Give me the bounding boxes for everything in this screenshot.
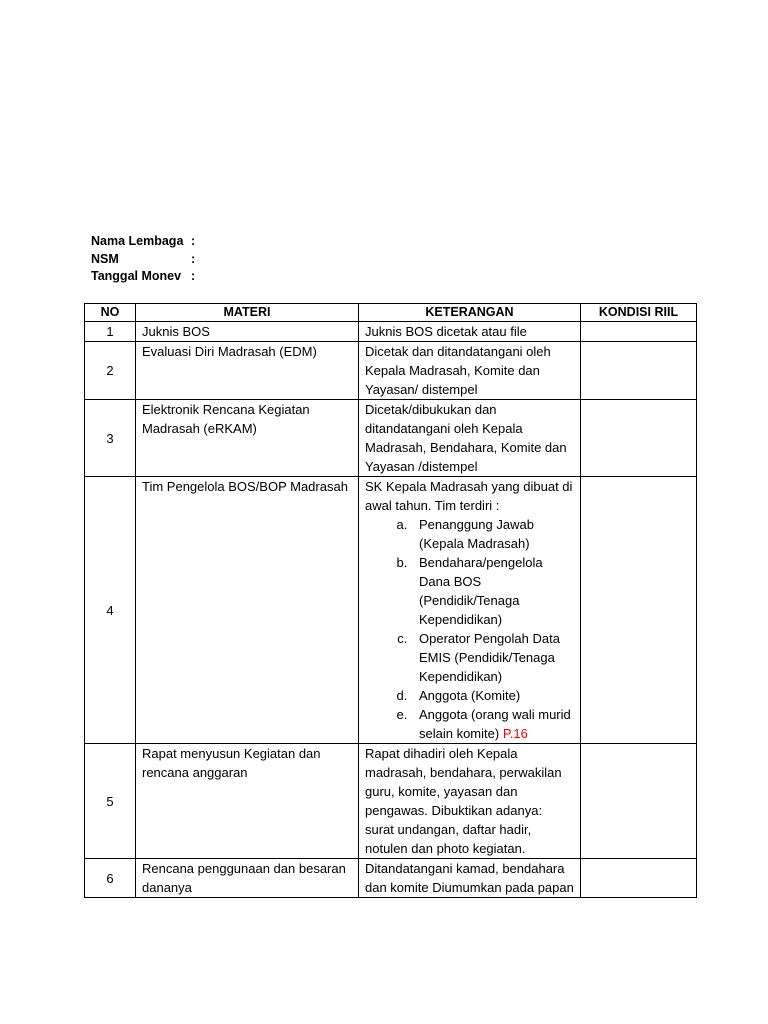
cell-no: 2: [85, 342, 136, 400]
cell-kondisi-riil[interactable]: [581, 322, 697, 342]
column-header-materi: MATERI: [136, 304, 359, 322]
field-label: Nama Lembaga: [91, 234, 184, 248]
field-colon: :: [191, 269, 196, 283]
cell-keterangan: [359, 477, 581, 744]
cell-no: 6: [85, 859, 136, 898]
table-header-row: [85, 304, 697, 322]
column-header-kondisi-riil: KONDISI RIIL: [581, 304, 697, 322]
list-item: [411, 705, 574, 743]
cell-materi: Rencana penggunaan dan besaran dananya: [136, 859, 359, 898]
cell-kondisi-riil[interactable]: [581, 477, 697, 744]
field-nama-lembaga: [91, 233, 201, 251]
table-row: [85, 400, 697, 477]
cell-materi: Rapat menyusun Kegiatan dan rencana anggaran: [136, 744, 359, 859]
column-header-no: NO: [85, 304, 136, 322]
list-item: c. Operator Pengolah Data EMIS (Pendidik/Tenaga Kependidikan): [411, 629, 574, 686]
list-item: d. Anggota (Komite): [411, 686, 574, 705]
field-label: NSM: [91, 251, 119, 266]
cell-materi: Juknis BOS: [136, 322, 359, 342]
cell-materi: Tim Pengelola BOS/BOP Madrasah: [136, 477, 359, 744]
field-nsm: [91, 251, 201, 269]
page-reference-note: P.16: [502, 726, 528, 741]
table-row: [85, 744, 697, 859]
list-item: a. Penanggung Jawab (Kepala Madrasah): [411, 515, 574, 553]
cell-keterangan: Rapat dihadiri oleh Kepala madrasah, bendahara, perwakilan guru, komite, yayasan dan pengawas. Dibuktikan adanya: surat undangan, daftar hadir, notulen dan photo kegiatan.: [359, 744, 581, 859]
cell-keterangan: Dicetak dan ditandatangani oleh Kepala Madrasah, Komite dan Yayasan/ distempel: [359, 342, 581, 400]
cell-materi: Elektronik Rencana Kegiatan Madrasah (eRKAM): [136, 400, 359, 477]
cell-keterangan: Dicetak/dibukukan dan ditandatangani oleh Kepala Madrasah, Bendahara, Komite dan Yayasan /distempel: [359, 400, 581, 477]
field-colon: :: [191, 234, 196, 248]
cell-materi: Evaluasi Diri Madrasah (EDM): [136, 342, 359, 400]
monitoring-table: [84, 303, 697, 898]
field-label: Tanggal Monev: [91, 269, 182, 283]
table-row: [85, 477, 697, 744]
cell-no: 5: [85, 744, 136, 859]
cell-keterangan: Juknis BOS dicetak atau file: [359, 322, 581, 342]
field-tanggal-monev: [91, 268, 201, 286]
field-colon: :: [191, 251, 196, 266]
cell-no: 4: [85, 477, 136, 744]
list-item: b. Bendahara/pengelola Dana BOS (Pendidik/Tenaga Kependidikan): [411, 553, 574, 629]
cell-kondisi-riil[interactable]: [581, 859, 697, 898]
keterangan-intro: SK Kepala Madrasah yang dibuat di awal tahun. Tim terdiri :: [365, 479, 573, 513]
table-row: [85, 342, 697, 400]
list-item-text: Anggota (orang wali murid selain komite): [419, 707, 571, 741]
cell-kondisi-riil[interactable]: [581, 744, 697, 859]
cell-keterangan: Ditandatangani kamad, bendahara dan komite Diumumkan pada papan: [359, 859, 581, 898]
team-member-list: [365, 515, 574, 743]
cell-no: 3: [85, 400, 136, 477]
header-fields: [91, 233, 201, 286]
cell-kondisi-riil[interactable]: [581, 400, 697, 477]
cell-no: 1: [85, 322, 136, 342]
table-row: [85, 322, 697, 342]
table-row: [85, 859, 697, 898]
column-header-keterangan: KETERANGAN: [359, 304, 581, 322]
cell-kondisi-riil[interactable]: [581, 342, 697, 400]
